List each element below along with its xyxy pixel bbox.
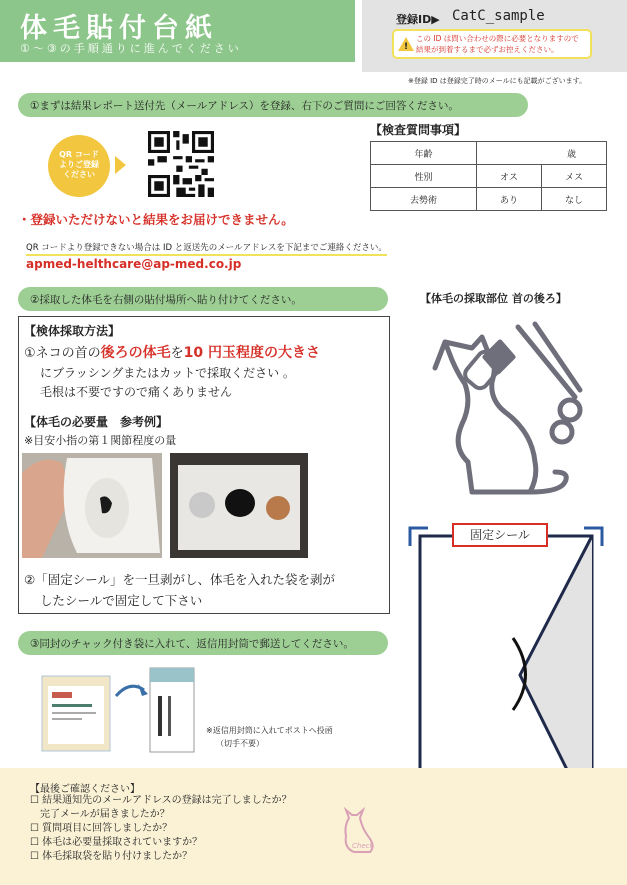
contact-email[interactable]: apmed-helthcare@ap-med.co.jp	[26, 257, 242, 271]
method-line4: ②「固定シール」を一旦剥がし、体毛を入れた袋を剥が	[24, 572, 335, 587]
id-label: 登録ID▶	[396, 13, 440, 26]
arrow-right-icon	[115, 156, 126, 174]
step3-label: ③同封のチャック付き袋に入れて、返信用封筒で郵送してください。	[30, 638, 354, 650]
mail-note-line1: ※返信用封筒に入れてポストへ投函	[206, 726, 333, 735]
qr-code[interactable]	[148, 131, 214, 197]
mail-note-line2: （切手不要）	[216, 739, 264, 748]
cat-brush-scissors-illustration	[410, 312, 605, 497]
id-note: ※登録 ID は登録完了時のメールにも記載がございます。	[408, 77, 587, 85]
page-subtitle: ①～③の手順通りに進んでください	[20, 42, 242, 55]
amount-note: ※目安小指の第１関節程度の量	[24, 434, 177, 447]
cat-check-text: Check	[352, 842, 374, 850]
method-line5: したシールで固定して下さい	[40, 593, 203, 608]
option-female[interactable]: メス	[541, 165, 606, 188]
inquiry-title: 【検査質問事項】	[370, 123, 467, 137]
svg-text:!: !	[403, 42, 409, 51]
row-sex-label: 性別	[371, 165, 477, 188]
step2-label: ②採取した体毛を右側の貼付場所へ貼り付けてください。	[30, 294, 302, 306]
check-item-email-cont: 完了メールが届きましたか？	[30, 809, 170, 820]
warning-line2: 結果が到着するまで必ずお控えください。	[416, 45, 559, 54]
row-age-label: 年齢	[371, 142, 477, 165]
method-line1: ①ネコの首の後ろの体毛を10 円玉程度の大きさ	[24, 345, 321, 361]
step1-label: ①まずは結果レポート送付先（メールアドレス）を登録、右下のご質問にご回答ください。	[30, 100, 459, 112]
register-warning: ・登録いただけないと結果をお届けできません。	[18, 212, 294, 227]
sample-photo-coins	[170, 453, 308, 558]
return-envelope-illustration	[148, 666, 196, 754]
curved-arrow-icon	[114, 680, 148, 700]
qr-fallback-note: QR コードより登録できない場合は ID と返送先のメールアドレスを下記までご連絡ください。	[26, 241, 387, 256]
inquiry-table	[370, 141, 607, 211]
final-title: 【最後ご確認ください】	[30, 784, 140, 795]
option-no[interactable]: なし	[541, 188, 606, 211]
page-title: 体毛貼付台紙	[20, 13, 218, 44]
qr-callout: QR コード よりご登録 ください	[48, 135, 110, 197]
sample-photo-hand	[22, 453, 162, 558]
method-title: 【検体採取方法】	[24, 324, 121, 338]
row-neuter-label: 去勢術	[371, 188, 477, 211]
check-item-amount[interactable]: ☐ 体毛は必要量採取されていますか？	[30, 837, 203, 848]
cat-area-title: 【体毛の採取部位 首の後ろ】	[420, 292, 567, 305]
check-item-attached[interactable]: ☐ 体毛採取袋を貼り付けましたか？	[30, 851, 193, 862]
method-line3: 毛根は不要ですので痛くありません	[40, 385, 233, 399]
id-value: CatC_sample	[452, 8, 545, 24]
check-item-email[interactable]: ☐ 結果通知先のメールアドレスの登録は完了しましたか？	[30, 795, 292, 806]
seal-label: 固定シール	[452, 523, 548, 547]
final-checklist	[30, 794, 292, 864]
option-male[interactable]: オス	[477, 165, 542, 188]
zip-bag-illustration	[40, 666, 112, 754]
warning-line1: この ID は問い合わせの際に必要となりますので	[416, 34, 579, 43]
age-unit[interactable]: 歳	[477, 142, 607, 165]
option-yes[interactable]: あり	[477, 188, 542, 211]
method-line2: にブラッシングまたはカットで採取ください 。	[40, 366, 295, 380]
warning-icon	[398, 37, 414, 51]
id-warning	[392, 29, 592, 59]
amount-title: 【体毛の必要量 参考例】	[24, 415, 169, 429]
check-item-questions[interactable]: ☐ 質問項目に回答しましたか？	[30, 823, 173, 834]
